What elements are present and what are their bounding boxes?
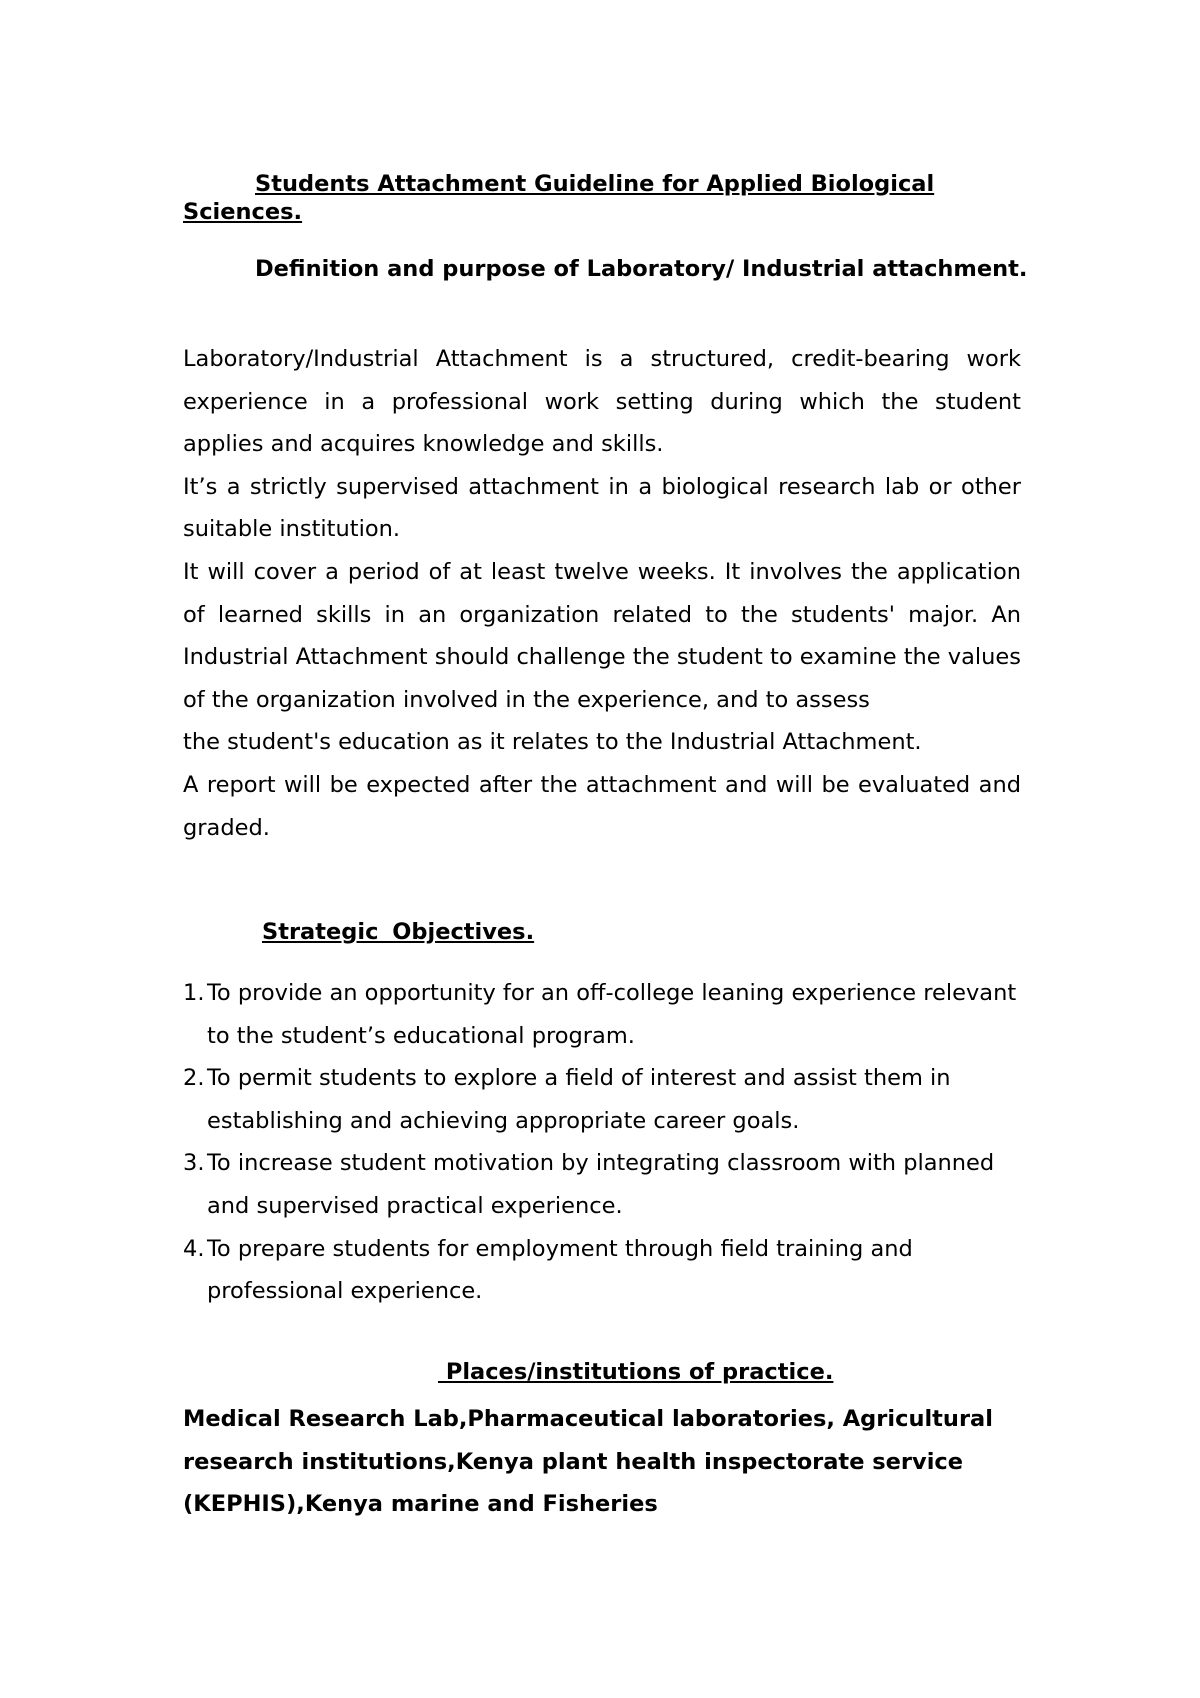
places-list: Medical Research Lab,Pharmaceutical laboratories, Agricultural research institutions,Kenya plant health inspectorate service (KEPHIS),Kenya marine and Fisheries bbox=[183, 1406, 993, 1518]
places-heading: Places/institutions of practice. bbox=[438, 1359, 834, 1385]
objective-number: 4. bbox=[183, 1235, 205, 1262]
objective-text: To increase student motivation by integrating classroom with planned and supervised practical experience. bbox=[207, 1150, 995, 1219]
objectives-list bbox=[183, 972, 1043, 1313]
paragraph-report: A report will be expected after the attachment and will be evaluated and graded. bbox=[183, 771, 1021, 841]
paragraph-education: the student's education as it relates to the Industrial Attachment. bbox=[183, 729, 922, 756]
definition-body bbox=[183, 338, 1021, 849]
objective-text: To permit students to explore a field of interest and assist them in establishing and achieving appropriate career goals. bbox=[207, 1065, 951, 1134]
objective-text: To provide an opportunity for an off-college leaning experience relevant to the student’s educational program. bbox=[207, 980, 1017, 1049]
objective-item bbox=[183, 1142, 1043, 1227]
paragraph-definition: Laboratory/Industrial Attachment is a structured, credit-bearing work experience in a professional work setting during which the student applies and acquires knowledge and skills. bbox=[183, 346, 1021, 458]
definition-heading: Definition and purpose of Laboratory/ Industrial attachment. bbox=[255, 256, 1028, 282]
objective-text: To prepare students for employment through field training and professional experience. bbox=[207, 1235, 913, 1305]
objectives-heading: Strategic Objectives. bbox=[262, 919, 535, 945]
objective-item bbox=[183, 1057, 1043, 1142]
paragraph-supervision: It’s a strictly supervised attachment in a biological research lab or other suitable institution. bbox=[183, 473, 1021, 543]
objective-number: 2. bbox=[183, 1065, 205, 1092]
paragraph-duration: It will cover a period of at least twelve weeks. It involves the application of learned skills in an organization related to the students' major. An Industrial Attachment should challenge the student to examine the values of the organization involved in the experience, and to assess bbox=[183, 558, 1021, 713]
objective-item bbox=[183, 1228, 1043, 1313]
objective-number: 3. bbox=[183, 1150, 205, 1177]
objective-item bbox=[183, 972, 1043, 1057]
objective-number: 1. bbox=[183, 980, 205, 1006]
document-title: Students Attachment Guideline for Applied Biological Sciences. bbox=[183, 171, 935, 225]
